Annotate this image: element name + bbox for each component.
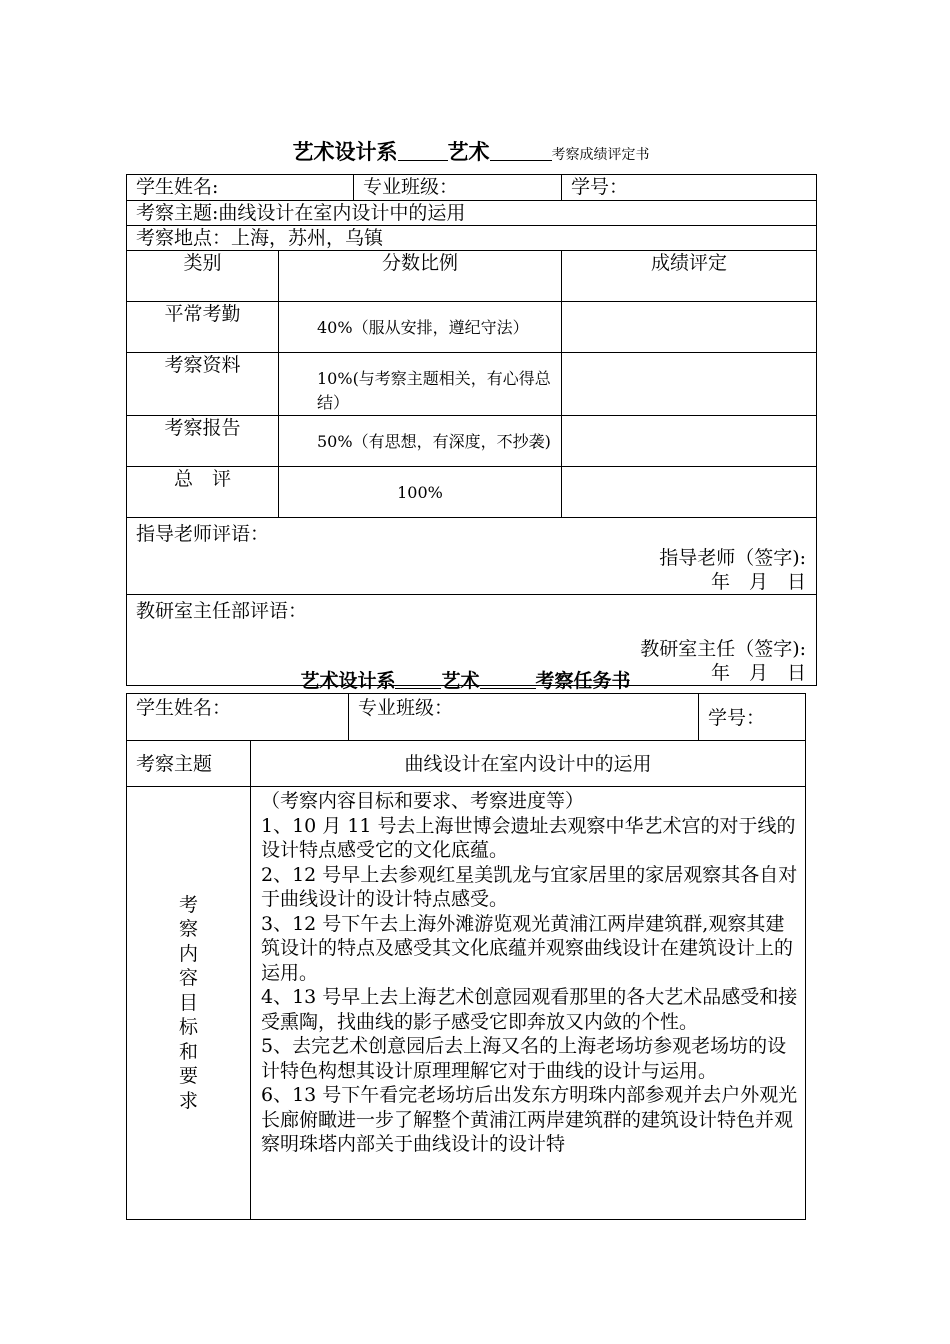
grade-table xyxy=(126,174,817,686)
sheet1-title-dept: 艺术设计系 xyxy=(292,140,398,164)
content-line: 3、12 号下午去上海外滩游览观光黄浦江两岸建筑群,观察其建筑设计的特点及感受其文化底蕴并观察曲线设计在建筑设计上的运用。 xyxy=(261,912,794,984)
table-row xyxy=(127,741,806,787)
content-line: 6、13 号下午看完老场坊后出发东方明珠内部参观并去户外观光长廊俯瞰进一步了解整个黄浦江两岸建筑群的建筑设计特色并观察明珠塔内部关于曲线设计的设计特 xyxy=(261,1084,798,1155)
table-row xyxy=(127,251,817,302)
topic-value-cell: 曲线设计在室内设计中的运用 xyxy=(251,741,806,787)
table-row xyxy=(127,353,817,416)
grade-input-cell[interactable] xyxy=(562,467,817,518)
content-label-char: 标 xyxy=(178,1016,198,1039)
sheet2-title-major: 艺术 xyxy=(441,670,480,692)
content-label-char: 察 xyxy=(178,918,198,941)
content-label-char: 要 xyxy=(178,1065,198,1088)
title-blank xyxy=(490,140,552,161)
table-row xyxy=(127,518,817,595)
content-line: 1、10 月 11 号去上海世博会遗址去观察中华艺术宫的对于线的设计特点感受它的文化底蕴。 xyxy=(261,814,796,861)
student-name-cell[interactable]: 学生姓名: xyxy=(127,175,354,201)
director-signature: 教研室主任（签字): xyxy=(640,638,807,660)
director-comment-label: 教研室主任部评语： xyxy=(136,600,308,622)
content-line: （考察内容目标和要求、考察进度等） xyxy=(261,790,585,812)
student-name-cell[interactable]: 学生姓名： xyxy=(127,694,349,741)
header-grade: 成绩评定 xyxy=(562,251,817,302)
grade-input-cell[interactable] xyxy=(562,416,817,467)
header-category: 类别 xyxy=(127,251,279,302)
content-cell[interactable] xyxy=(251,787,806,1220)
header-ratio: 分数比例 xyxy=(279,251,562,302)
sheet2-title-dept: 艺术设计系 xyxy=(300,670,396,692)
ratio-cell: 10%(与考察主题相关，有心得总结） xyxy=(279,353,562,416)
teacher-date: 年 月 日 xyxy=(711,571,807,593)
class-cell[interactable]: 专业班级： xyxy=(354,175,562,201)
title-blank xyxy=(480,668,536,689)
content-label-char: 目 xyxy=(178,991,198,1014)
location-cell: 考察地点：上海，苏州，乌镇 xyxy=(127,226,817,251)
table-row xyxy=(127,694,806,741)
category-cell: 考察资料 xyxy=(127,353,279,416)
teacher-comment-cell[interactable] xyxy=(127,518,817,595)
content-line: 4、13 号早上去上海艺术创意园观看那里的各大艺术品感受和接受熏陶，找曲线的影子感受它即奔放又内敛的个性。 xyxy=(261,986,798,1033)
ratio-cell: 100% xyxy=(279,467,562,518)
teacher-comment-label: 指导老师评语： xyxy=(136,523,270,545)
table-row xyxy=(127,201,817,226)
sheet1-title-major: 艺术 xyxy=(447,140,490,164)
table-row xyxy=(127,175,817,201)
category-cell: 考察报告 xyxy=(127,416,279,467)
student-id-cell[interactable]: 学号： xyxy=(562,175,817,201)
table-row xyxy=(127,226,817,251)
content-line: 5、去完艺术创意园后去上海又名的上海老场坊参观老场坊的设计特色构想其设计原理理解它对于曲线的设计与运用。 xyxy=(261,1035,787,1082)
sheet1-title-doc: 考察成绩评定书 xyxy=(551,147,650,163)
content-label-char: 考 xyxy=(178,893,198,916)
category-cell: 总 评 xyxy=(127,467,279,518)
table-row xyxy=(127,467,817,518)
sheet1-title xyxy=(126,136,816,166)
sheet2-title xyxy=(126,668,805,693)
topic-label-cell: 考察主题 xyxy=(127,741,251,787)
table-row xyxy=(127,416,817,467)
title-blank xyxy=(395,668,441,689)
title-blank xyxy=(398,140,448,161)
table-row xyxy=(127,787,806,1220)
teacher-signature: 指导老师（签字): xyxy=(659,547,807,569)
content-body xyxy=(251,787,805,1219)
content-label-cell xyxy=(127,787,251,1220)
content-label-char: 容 xyxy=(178,967,198,990)
content-label-char: 求 xyxy=(178,1089,198,1112)
task-table xyxy=(126,693,806,1220)
ratio-cell: 40%（服从安排，遵纪守法） xyxy=(279,302,562,353)
topic-cell: 考察主题:曲线设计在室内设计中的运用 xyxy=(127,201,817,226)
grade-input-cell[interactable] xyxy=(562,302,817,353)
student-id-cell[interactable]: 学号： xyxy=(699,694,806,741)
ratio-cell: 50%（有思想，有深度，不抄袭) xyxy=(279,416,562,467)
content-label-char: 和 xyxy=(178,1040,198,1063)
sheet2-title-doc: 考察任务书 xyxy=(535,670,631,692)
content-line: 2、12 号早上去参观红星美凯龙与宜家居里的家居观察其各自对于曲线设计的设计特点感受。 xyxy=(261,863,798,910)
grade-input-cell[interactable] xyxy=(562,353,817,416)
table-row xyxy=(127,302,817,353)
class-cell[interactable]: 专业班级： xyxy=(349,694,699,741)
director-date: 年 月 日 xyxy=(711,662,807,684)
category-cell: 平常考勤 xyxy=(127,302,279,353)
content-label-char: 内 xyxy=(178,942,198,965)
